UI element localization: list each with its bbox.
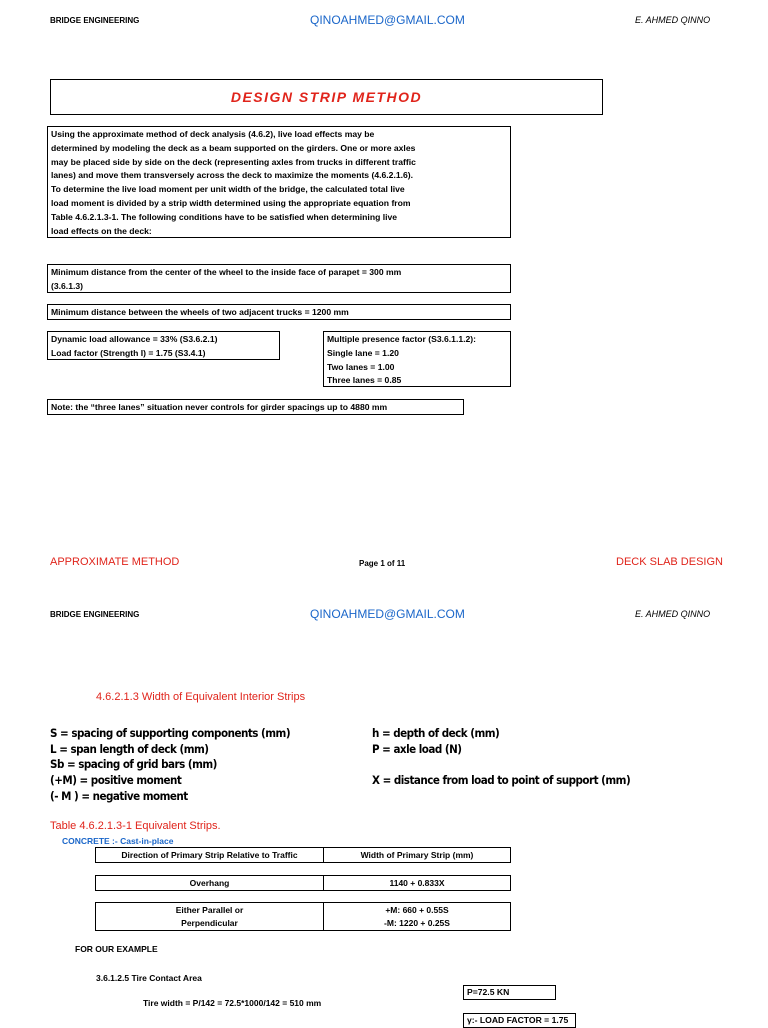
def-positive-moment: (+M) = positive moment — [50, 773, 182, 788]
intro-line: determined by modeling the deck as a beam supported on the girders. One or more axles — [51, 142, 416, 153]
dynamic-load-box — [47, 331, 280, 360]
multiple-presence-box — [323, 331, 511, 387]
note-box — [47, 399, 464, 415]
def-h: h = depth of deck (mm) — [372, 726, 500, 740]
def-x: X = distance from load to point of support (mm) — [372, 773, 631, 787]
table-cell-parallel-width — [323, 902, 511, 931]
table-cell-overhang: Overhang — [95, 875, 324, 891]
load-factor-box — [463, 1013, 576, 1028]
parallel-line-2: Perpendicular — [181, 917, 238, 928]
intro-line: To determine the live load moment per unit width of the bridge, the calculated total live — [51, 184, 405, 195]
dynamic-load-line: Dynamic load allowance = 33% (S3.6.2.1) — [51, 334, 218, 344]
footer-left: APPROXIMATE METHOD — [50, 556, 180, 568]
intro-line: load effects on the deck: — [51, 225, 152, 236]
def-l: L = span length of deck (mm) — [50, 741, 209, 756]
table-header-width: Width of Primary Strip (mm) — [323, 847, 511, 863]
truck-distance-line: Minimum distance between the wheels of two adjacent trucks = 1200 mm — [51, 307, 349, 317]
intro-line: load moment is divided by a strip width determined using the appropriate equation from — [51, 197, 411, 208]
positive-moment-width: +M: 660 + 0.55S — [385, 904, 449, 915]
header-email-link[interactable]: QINOAHMED@GMAIL.COM — [310, 607, 465, 621]
parallel-line-1: Either Parallel or — [175, 904, 244, 915]
parapet-distance-ref: (3.6.1.3) — [51, 280, 84, 291]
two-lanes-line: Two lanes = 1.00 — [327, 361, 395, 372]
intro-line: lanes) and move them transversely across the deck to maximize the moments (4.6.2.1.6). — [51, 170, 414, 181]
def-s: S = spacing of supporting components (mm) — [50, 726, 291, 740]
load-factor-line: Load factor (Strength I) = 1.75 (S3.4.1) — [51, 347, 206, 358]
intro-line: Using the approximate method of deck analysis (4.6.2), live load effects may be — [51, 129, 375, 139]
table-title: Table 4.6.2.1.3-1 Equivalent Strips. — [50, 820, 221, 832]
header-author: E. AHMED QINNO — [635, 15, 711, 25]
negative-moment-width: -M: 1220 + 0.25S — [384, 917, 450, 928]
intro-paragraph-box — [47, 126, 511, 238]
def-p: P = axle load (N) — [372, 741, 462, 756]
definitions-right — [372, 726, 499, 757]
header-left-text: BRIDGE ENGINEERING — [50, 610, 140, 619]
axle-load-box — [463, 985, 556, 1000]
concrete-label: CONCRETE :- Cast-in-place — [62, 836, 174, 846]
tire-contact-heading: 3.6.1.2.5 Tire Contact Area — [96, 973, 202, 983]
axle-load-value: P=72.5 KN — [467, 987, 510, 997]
multiple-presence-heading: Multiple presence factor (S3.6.1.1.2): — [327, 334, 477, 344]
for-our-example: FOR OUR EXAMPLE — [75, 944, 158, 954]
intro-line: Table 4.6.2.1.3-1. The following conditions have to be satisfied when determining live — [51, 211, 398, 222]
table-cell-parallel — [95, 902, 324, 931]
single-lane-line: Single lane = 1.20 — [327, 347, 399, 358]
note-text: Note: the “three lanes” situation never controls for girder spacings up to 4880 mm — [51, 402, 388, 412]
definitions-left — [50, 726, 290, 805]
parapet-distance-box — [47, 264, 511, 293]
intro-line: may be placed side by side on the deck (representing axles from trucks in different traffic — [51, 156, 416, 167]
parapet-distance-line: Minimum distance from the center of the wheel to the inside face of parapet = 300 mm — [51, 267, 402, 277]
tire-width-formula: Tire width = P/142 = 72.5*1000/142 = 510 mm — [143, 998, 322, 1008]
table-cell-overhang-width: 1140 + 0.833X — [323, 875, 511, 891]
def-sb: Sb = spacing of grid bars (mm) — [50, 757, 217, 772]
load-factor-value: γ:- LOAD FACTOR = 1.75 — [467, 1015, 569, 1025]
truck-distance-box — [47, 304, 511, 320]
three-lanes-line: Three lanes = 0.85 — [327, 375, 402, 386]
page-title: DESIGN STRIP METHOD — [230, 89, 423, 105]
header-author: E. AHMED QINNO — [635, 609, 711, 619]
title-box — [50, 79, 603, 115]
header-left-text: BRIDGE ENGINEERING — [50, 16, 140, 25]
section-heading: 4.6.2.1.3 Width of Equivalent Interior Strips — [96, 691, 306, 703]
table-header-direction: Direction of Primary Strip Relative to Traffic — [95, 847, 324, 863]
def-negative-moment: (- M ) = negative moment — [50, 788, 188, 803]
page-number: Page 1 of 11 — [359, 559, 406, 568]
header-email-link[interactable]: QINOAHMED@GMAIL.COM — [310, 13, 465, 27]
footer-right: DECK SLAB DESIGN — [616, 556, 723, 568]
